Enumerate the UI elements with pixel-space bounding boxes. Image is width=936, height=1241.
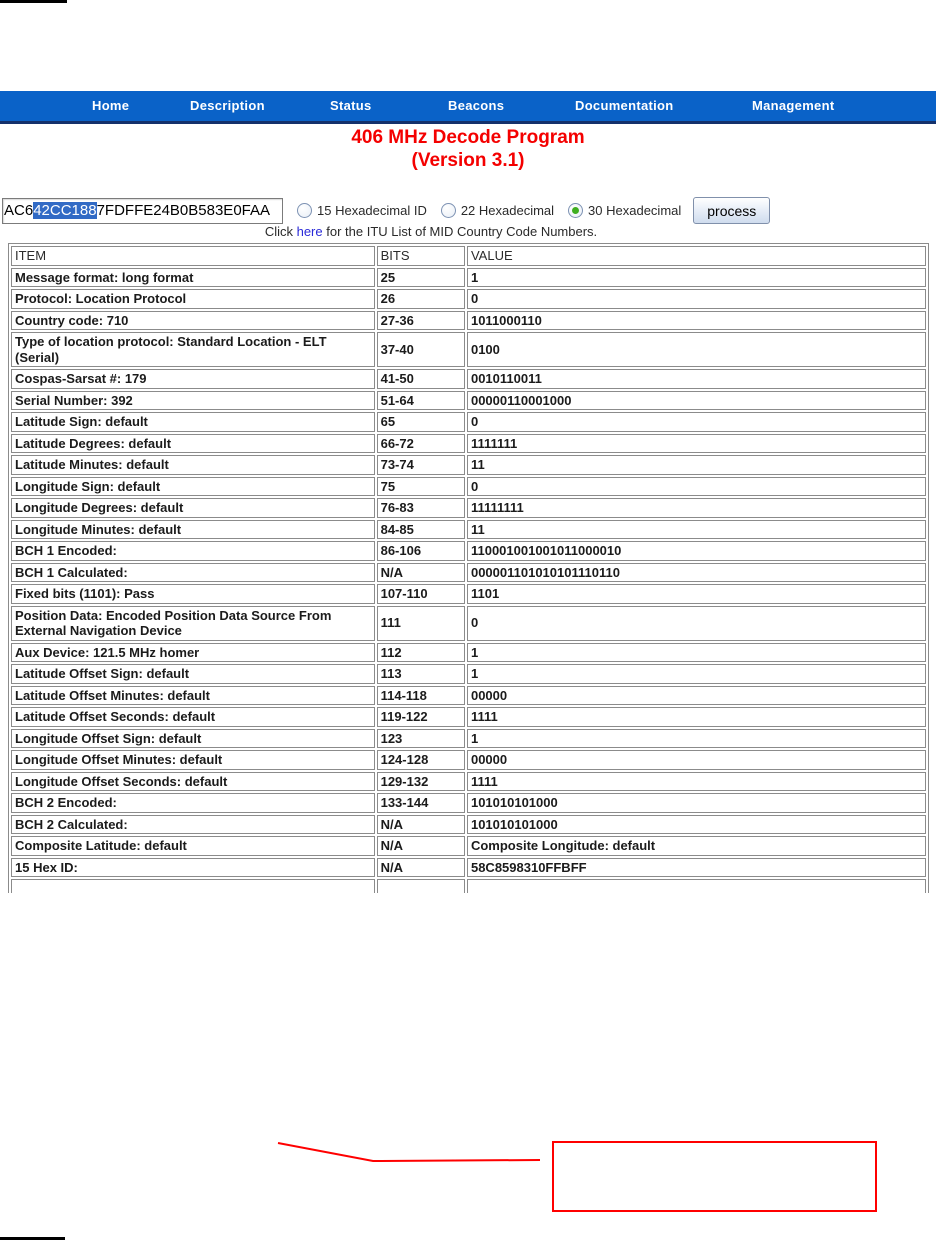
table-cell: 000001101010101110110: [467, 563, 926, 583]
table-cell: 0: [467, 606, 926, 641]
table-cell: Latitude Minutes: default: [11, 455, 375, 475]
table-header-row: [11, 246, 926, 266]
table-row: [11, 643, 926, 663]
table-row: [11, 455, 926, 475]
main-navigation-bar: [0, 91, 936, 124]
table-cell: Fixed bits (1101): Pass: [11, 584, 375, 604]
table-cell: 123: [377, 729, 465, 749]
page-title: [0, 126, 936, 172]
table-cell: 0: [467, 477, 926, 497]
nav-item-status[interactable]: Status: [330, 98, 372, 113]
hex-id-input[interactable]: [2, 198, 283, 224]
radio-15-hex-label[interactable]: 15 Hexadecimal ID: [317, 203, 427, 218]
table-row: [11, 391, 926, 411]
radio-30-hex-label[interactable]: 30 Hexadecimal: [588, 203, 682, 218]
table-cell: 11: [467, 520, 926, 540]
table-cell: [11, 879, 375, 893]
table-cell: Longitude Offset Seconds: default: [11, 772, 375, 792]
table-cell: 129-132: [377, 772, 465, 792]
table-row: [11, 836, 926, 856]
table-cell: 111: [377, 606, 465, 641]
table-cell: Position Data: Encoded Position Data Source From External Navigation Device: [11, 606, 375, 641]
table-cell: 41-50: [377, 369, 465, 389]
table-cell: BCH 1 Encoded:: [11, 541, 375, 561]
page-title-line1: 406 MHz Decode Program: [351, 127, 585, 148]
nav-item-documentation[interactable]: Documentation: [575, 98, 674, 113]
table-cell: 73-74: [377, 455, 465, 475]
table-cell: 84-85: [377, 520, 465, 540]
table-cell: 65: [377, 412, 465, 432]
itu-link-line: [0, 224, 862, 239]
table-row: [11, 664, 926, 684]
table-row: [11, 311, 926, 331]
table-cell: 76-83: [377, 498, 465, 518]
table-row: [11, 520, 926, 540]
table-cell: Composite Longitude: default: [467, 836, 926, 856]
table-row: [11, 707, 926, 727]
table-cell: 107-110: [377, 584, 465, 604]
table-cell: 00000110001000: [467, 391, 926, 411]
table-cell: 25: [377, 268, 465, 288]
table-cell: 110001001001011000010: [467, 541, 926, 561]
page-title-line2: (Version 3.1): [411, 150, 525, 171]
table-cell: 133-144: [377, 793, 465, 813]
table-cell: 114-118: [377, 686, 465, 706]
table-row: [11, 858, 926, 878]
table-row: [11, 729, 926, 749]
table-cell: 1111: [467, 772, 926, 792]
hex-input-selected-text: 42CC188: [33, 201, 97, 219]
table-cell: Latitude Degrees: default: [11, 434, 375, 454]
table-row: [11, 412, 926, 432]
top-left-crop-mark: [0, 0, 67, 3]
table-cell: Longitude Offset Sign: default: [11, 729, 375, 749]
table-row: [11, 477, 926, 497]
column-header-item: ITEM: [11, 246, 375, 266]
table-row: [11, 750, 926, 770]
table-row: [11, 563, 926, 583]
table-cell: BCH 1 Calculated:: [11, 563, 375, 583]
decode-results-table-container: [8, 243, 929, 893]
table-cell: Longitude Degrees: default: [11, 498, 375, 518]
table-row: [11, 584, 926, 604]
nav-item-description[interactable]: Description: [190, 98, 265, 113]
table-row: [11, 772, 926, 792]
table-cell: 0: [467, 289, 926, 309]
table-cell: 86-106: [377, 541, 465, 561]
radio-group-30-hex[interactable]: [568, 203, 681, 218]
table-cell: 1111111: [467, 434, 926, 454]
table-cell: 1: [467, 643, 926, 663]
table-cell: 0100: [467, 332, 926, 367]
table-cell: 0010110011: [467, 369, 926, 389]
table-cell: 1: [467, 664, 926, 684]
table-row: [11, 793, 926, 813]
radio-22-hex-icon[interactable]: [441, 203, 456, 218]
itu-link-suffix: for the ITU List of MID Country Code Numbers.: [322, 224, 598, 239]
table-cell: Protocol: Location Protocol: [11, 289, 375, 309]
table-cell: 1: [467, 268, 926, 288]
table-cell: 112: [377, 643, 465, 663]
table-cell: Longitude Minutes: default: [11, 520, 375, 540]
nav-item-management[interactable]: Management: [752, 98, 835, 113]
red-callout-line: [270, 1135, 550, 1175]
column-header-value: VALUE: [467, 246, 926, 266]
decode-results-table: [8, 243, 929, 893]
table-row: [11, 268, 926, 288]
column-header-bits: BITS: [377, 246, 465, 266]
decode-form: [2, 197, 770, 224]
table-row: [11, 434, 926, 454]
radio-group-15-hex[interactable]: [297, 203, 427, 218]
table-cell: [467, 879, 926, 893]
table-cell: 11111111: [467, 498, 926, 518]
table-cell: Country code: 710: [11, 311, 375, 331]
hex-input-suffix: 7FDFFE24B0B583E0FAA: [96, 201, 271, 219]
table-cell: 101010101000: [467, 793, 926, 813]
table-cell: 15 Hex ID:: [11, 858, 375, 878]
table-cell: 51-64: [377, 391, 465, 411]
table-cell: Latitude Offset Seconds: default: [11, 707, 375, 727]
itu-here-link[interactable]: here: [296, 224, 323, 239]
table-cell: Longitude Offset Minutes: default: [11, 750, 375, 770]
hex-input-prefix: AC6: [4, 201, 34, 219]
red-annotation-box: [552, 1141, 877, 1212]
radio-30-hex-icon[interactable]: [568, 203, 583, 218]
table-cell: 0: [467, 412, 926, 432]
table-cell: Serial Number: 392: [11, 391, 375, 411]
table-row: [11, 815, 926, 835]
table-cell: Cospas-Sarsat #: 179: [11, 369, 375, 389]
table-cell: Latitude Offset Sign: default: [11, 664, 375, 684]
table-cell: 11: [467, 455, 926, 475]
table-cell: Type of location protocol: Standard Location - ELT (Serial): [11, 332, 375, 367]
table-cell: 119-122: [377, 707, 465, 727]
radio-group-22-hex[interactable]: [441, 203, 554, 218]
table-cell: N/A: [377, 836, 465, 856]
nav-item-beacons[interactable]: Beacons: [448, 98, 505, 113]
table-row: [11, 332, 926, 367]
table-cell: [377, 879, 465, 893]
table-cell: 26: [377, 289, 465, 309]
table-cell: Aux Device: 121.5 MHz homer: [11, 643, 375, 663]
table-cell: 124-128: [377, 750, 465, 770]
table-cell: 101010101000: [467, 815, 926, 835]
table-cell: 00000: [467, 686, 926, 706]
table-row: [11, 498, 926, 518]
table-cell: Longitude Sign: default: [11, 477, 375, 497]
table-row: [11, 606, 926, 641]
table-cell: 37-40: [377, 332, 465, 367]
table-cell: BCH 2 Calculated:: [11, 815, 375, 835]
radio-15-hex-icon[interactable]: [297, 203, 312, 218]
table-cell: 58C8598310FFBFF: [467, 858, 926, 878]
table-cell: 113: [377, 664, 465, 684]
nav-item-home[interactable]: Home: [92, 98, 130, 113]
table-cell: BCH 2 Encoded:: [11, 793, 375, 813]
itu-link-prefix: Click: [264, 224, 297, 239]
table-cell: Message format: long format: [11, 268, 375, 288]
table-cell: Composite Latitude: default: [11, 836, 375, 856]
table-row: [11, 369, 926, 389]
table-cell: Latitude Offset Minutes: default: [11, 686, 375, 706]
table-cell: 1011000110: [467, 311, 926, 331]
table-cell: 1101: [467, 584, 926, 604]
table-cell: Latitude Sign: default: [11, 412, 375, 432]
table-cell: 00000: [467, 750, 926, 770]
table-cell: 1111: [467, 707, 926, 727]
bottom-left-crop-mark: [0, 1237, 65, 1240]
table-cell: N/A: [377, 815, 465, 835]
table-row-partial: [11, 879, 926, 893]
table-cell: 75: [377, 477, 465, 497]
table-row: [11, 541, 926, 561]
table-cell: N/A: [377, 858, 465, 878]
table-cell: N/A: [377, 563, 465, 583]
radio-22-hex-label[interactable]: 22 Hexadecimal: [460, 203, 555, 218]
table-cell: 27-36: [377, 311, 465, 331]
table-row: [11, 289, 926, 309]
table-cell: 1: [467, 729, 926, 749]
process-button[interactable]: process: [693, 197, 770, 224]
table-cell: 66-72: [377, 434, 465, 454]
table-row: [11, 686, 926, 706]
